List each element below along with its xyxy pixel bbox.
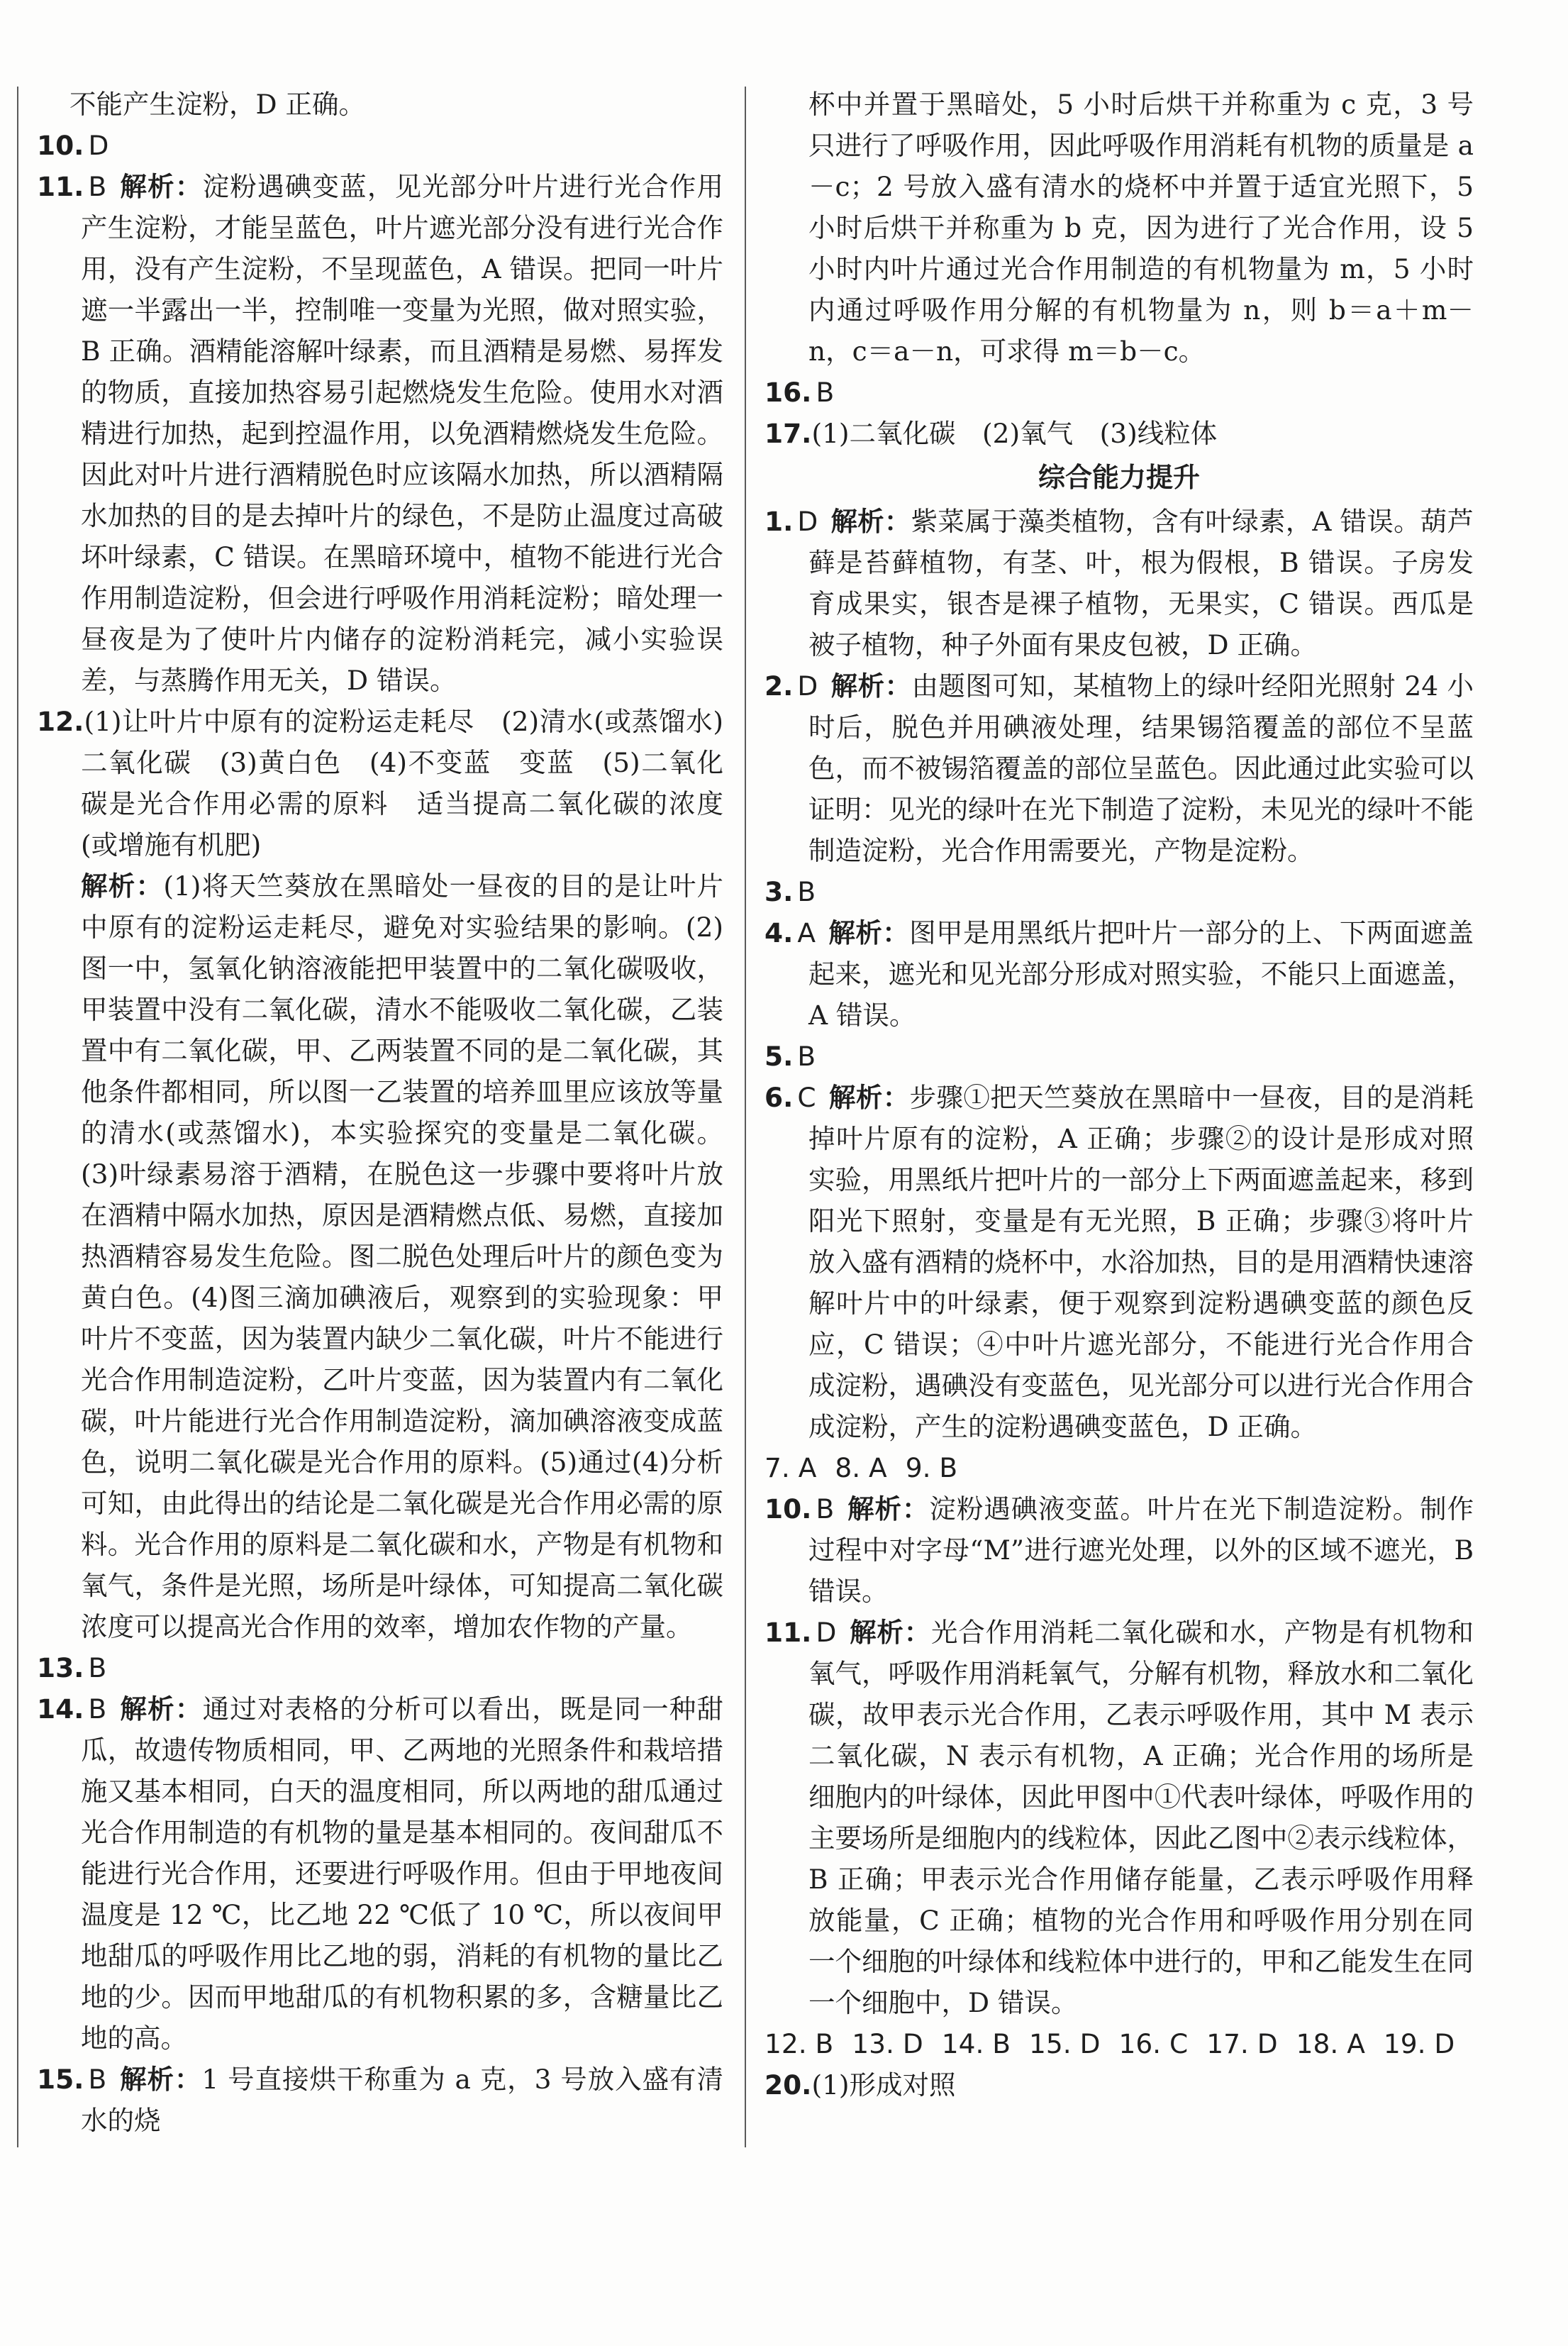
answer-item-12 [37,701,750,865]
analysis-text: 通过对表格的分析可以看出，既是同一种甜瓜，故遗传物质相同，甲、乙两地的光照条件和栽培措施又基本相同，白天的温度相同，所以两地的甜瓜通过光合作用制造的有机物的量是基本相同的。夜间甜瓜不能进行光合作用，还要进行呼吸作用。但由于甲地夜间温度是 12 ℃，比乙地 22 ℃低了 10 ℃，所以夜间甲地甜瓜的呼吸作用比乙地的弱，消耗的有机物的量比乙地的少。因而甲地甜瓜的有机物积累的多，含糖量比乙地的高。 [81,1693,724,2054]
answer-item-s20 [764,2064,1474,2106]
answer-item-s6 [764,1077,1474,1447]
answer-item-13 [37,1647,723,1688]
answer-12: 12. B [764,2028,834,2059]
item-answer: B [797,876,816,907]
column-divider-rule [745,87,746,2147]
item-answer: B [88,1693,107,1725]
analysis-label: 解析： [119,1693,203,1725]
answer-item-s3 [764,871,1474,912]
item-answer: A [797,917,816,948]
analysis-label: 解析： [119,2064,202,2095]
continued-text: 杯中并置于黑暗处，5 小时后烘干并称重为 c 克，3 号只进行了呼吸作用，因此呼吸作用消耗有机物的质量是 a－c；2 号放入盛有清水的烧杯中并置于适宜光照下，5 小时后烘干并称重为 b 克，因为进行了光合作用，设 5 小时内叶片通过光合作用制造的有机物量为 m，5 小时内通过呼吸作用分解的有机物量为 n，则 b＝a＋m－n，c＝a－n，可求得 m＝b－c。 [808,89,1474,367]
item-answer: D [816,1617,837,1648]
answer-item-s11 [764,1612,1474,2023]
answer-item-s10 [764,1488,1474,1612]
answer-item-12-analysis [37,865,723,1647]
item-answer: B [797,1041,816,1072]
answer-15: 15. D [1029,2028,1101,2059]
answer-16: 16. C [1118,2028,1189,2059]
item-answer: D [797,506,818,537]
analysis-text: 图甲是用黑纸片把叶片一部分的上、下两面遮盖起来，遮光和见光部分形成对照实验，不能只上面遮盖，A 错误。 [808,917,1474,1031]
analysis-label: 解析： [81,870,164,902]
item-number: 2. [764,670,794,702]
item-number: 3. [764,876,794,907]
analysis-label: 解析： [830,506,911,537]
right-column [764,84,1474,2106]
section-title: 综合能力提升 [1038,462,1200,493]
answer-8: 8. A [835,1452,887,1483]
item-number: 12. [37,706,84,737]
answer-14: 14. B [941,2028,1011,2059]
item-answer-text: (1)形成对照 [811,2069,956,2101]
analysis-text: 淀粉遇碘变蓝，见光部分叶片进行光合作用产生淀粉，才能呈蓝色，叶片遮光部分没有进行光合作用，没有产生淀粉，不呈现蓝色，A 错误。把同一叶片遮一半露出一半，控制唯一变量为光照，做对照实验，B 正确。酒精能溶解叶绿素，而且酒精是易燃、易挥发的物质，直接加热容易引起燃烧发生危险。使用水对酒精进行加热，起到控温作用，以免酒精燃烧发生危险。因此对叶片进行酒精脱色时应该隔水加热，所以酒精隔水加热的目的是去掉叶片的绿色，不是防止温度过高破坏叶绿素，C 错误。在黑暗环境中，植物不能进行光合作用制造淀粉，但会进行呼吸作用消耗淀粉；暗处理一昼夜是为了使叶片内储存的淀粉消耗完，减小实验误差，与蒸腾作用无关，D 错误。 [81,171,724,696]
item-number: 13. [37,1652,84,1683]
answer-item-s5 [764,1036,1474,1077]
item-number: 4. [764,917,794,948]
item-number: 20. [764,2069,812,2101]
item-answer-text: (1)让叶片中原有的淀粉运走耗尽 (2)清水(或蒸馏水) 二氧化碳 (3)黄白色 (4)不变蓝 变蓝 (5)二氧化碳是光合作用必需的原料 适当提高二氧化碳的浓度(或增施有机肥) [81,706,750,861]
item-number: 6. [764,1082,794,1113]
continued-text: 不能产生淀粉，D 正确。 [69,89,365,120]
analysis-text: 由题图可知，某植物上的绿叶经阳光照射 24 小时后，脱色并用碘液处理，结果锡箔覆盖的部位不呈蓝色，而不被锡箔覆盖的部位呈蓝色。因此通过此实验可以证明：见光的绿叶在光下制造了淀粉，未见光的绿叶不能制造淀粉，光合作用需要光，产物是淀粉。 [808,670,1474,866]
item-number: 11. [764,1617,812,1648]
answer-item-17 [764,413,1474,454]
answer-9: 9. B [905,1452,958,1483]
item-number: 10. [37,130,84,161]
answers-row-12-19 [764,2023,1474,2064]
item-number: 14. [37,1693,84,1725]
analysis-text: 紫菜属于藻类植物，含有叶绿素，A 错误。葫芦藓是苔藓植物，有茎、叶，根为假根，B 错误。子房发育成果实，银杏是裸子植物，无果实，C 错误。西瓜是被子植物，种子外面有果皮包被，D 正确。 [808,506,1474,660]
analysis-text: 光合作用消耗二氧化碳和水，产物是有机物和氧气，呼吸作用消耗氧气，分解有机物，释放水和二氧化碳，故甲表示光合作用，乙表示呼吸作用，其中 M 表示二氧化碳，N 表示有机物，A 正确；光合作用的场所是细胞内的叶绿体，因此甲图中①代表叶绿体，呼吸作用的主要场所是细胞内的线粒体，因此乙图中②表示线粒体，B 正确；甲表示光合作用储存能量，乙表示呼吸作用释放能量，C 正确；植物的光合作用和呼吸作用分别在同一个细胞的叶绿体和线粒体中进行的，甲和乙能发生在同一个细胞中，D 错误。 [808,1617,1474,2018]
analysis-label: 解析： [119,171,203,202]
item-answer: D [797,670,818,702]
analysis-text: (1)将天竺葵放在黑暗处一昼夜的目的是让叶片中原有的淀粉运走耗尽，避免对实验结果的影响。(2)图一中，氢氧化钠溶液能把甲装置中的二氧化碳吸收，甲装置中没有二氧化碳，清水不能吸收二氧化碳，乙装置中有二氧化碳，甲、乙两装置不同的是二氧化碳，其他条件都相同，所以图一乙装置的培养皿里应该放等量的清水(或蒸馏水)，本实验探究的变量是二氧化碳。(3)叶绿素易溶于酒精，在脱色这一步骤中要将叶片放在酒精中隔水加热，原因是酒精燃点低、易燃，直接加热酒精容易发生危险。图二脱色处理后叶片的颜色变为黄白色。(4)图三滴加碘液后，观察到的实验现象：甲叶片不变蓝，因为装置内缺少二氧化碳，叶片不能进行光合作用制造淀粉，乙叶片变蓝，因为装置内有二氧化碳，叶片能进行光合作用制造淀粉，滴加碘溶液变成蓝色，说明二氧化碳是光合作用的原料。(5)通过(4)分析可知，由此得出的结论是二氧化碳是光合作用必需的原料。光合作用的原料是二氧化碳和水，产物是有机物和氧气，条件是光照，场所是叶绿体，可知提高二氧化碳浓度可以提高光合作用的效率，增加农作物的产量。 [81,870,724,1642]
analysis-text: 步骤①把天竺葵放在黑暗中一昼夜，目的是消耗掉叶片原有的淀粉，A 正确；步骤②的设计是形成对照实验，用黑纸片把叶片的一部分上下两面遮盖起来，移到阳光下照射，变量是有无光照，B 正确；步骤③将叶片放入盛有酒精的烧杯中，水浴加热，目的是用酒精快速溶解叶片中的叶绿素，便于观察到淀粉遇碘变蓝的颜色反应，C 错误；④中叶片遮光部分，不能进行光合作用合成淀粉，遇碘没有变蓝色，见光部分可以进行光合作用合成淀粉，产生的淀粉遇碘变蓝色，D 正确。 [808,1082,1474,1442]
left-column [37,84,750,2141]
item-answer: B [816,377,835,408]
analysis-text: 1 号直接烘干称重为 a 克，3 号放入盛有清水的烧 [81,2064,723,2136]
answer-item-14 [37,1688,723,2059]
answer-item-s1 [764,501,1474,665]
answer-18: 18. A [1296,2028,1365,2059]
answer-item-16 [764,372,1474,413]
item-answer: B [88,2064,107,2095]
item-number: 11. [37,171,84,202]
analysis-label: 解析： [847,1493,930,1525]
answer-item-s2 [764,665,1474,871]
answer-item-11 [37,166,723,701]
analysis-label: 解析： [828,917,910,948]
answer-13: 13. D [852,2028,923,2059]
item-answer: D [88,130,109,161]
item-number: 16. [764,377,812,408]
analysis-text: 淀粉遇碘液变蓝。叶片在光下制造淀粉。制作过程中对字母“M”进行遮光处理，以外的区域不遮光，B 错误。 [808,1493,1474,1607]
answer-19: 19. D [1383,2028,1455,2059]
answer-item-s4 [764,912,1474,1036]
item-answer: B [816,1493,835,1525]
item-number: 17. [764,418,812,449]
answer-7: 7. A [764,1452,817,1483]
answer-17: 17. D [1206,2028,1278,2059]
answer-item-10 [37,125,723,166]
item-answer: B [88,171,107,202]
item-number: 10. [764,1493,812,1525]
item-answer: C [797,1082,816,1113]
analysis-label: 解析： [830,670,912,702]
item-number: 5. [764,1041,794,1072]
left-margin-rule [17,87,18,2147]
analysis-label: 解析： [849,1617,931,1648]
item-answer: B [88,1652,107,1683]
analysis-label: 解析： [828,1082,910,1113]
item-number: 1. [764,506,794,537]
item-number: 15. [37,2064,84,2095]
answer-item-15 [37,2059,723,2141]
answers-row-7-9 [764,1447,1474,1488]
item-answer-text: (1)二氧化碳 (2)氧气 (3)线粒体 [811,418,1218,449]
